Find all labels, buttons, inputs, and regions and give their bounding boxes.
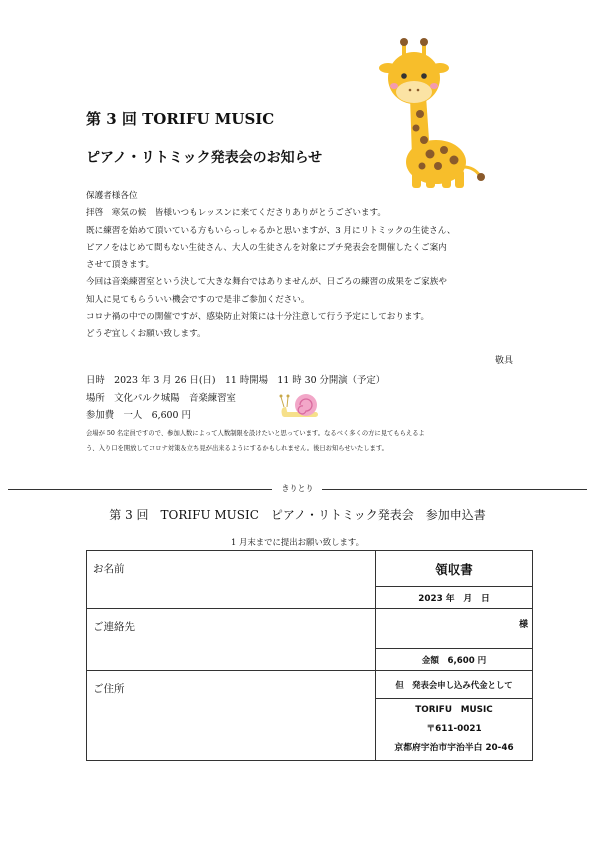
letter-line: 今回は音楽練習室という決して大きな舞台ではありませんが、日ごろの練習の成果をご家族や	[86, 277, 447, 288]
name-field[interactable]	[87, 551, 376, 609]
name-label: お名前	[93, 563, 125, 575]
letter-line: 保護者様各位	[86, 191, 138, 201]
issuer-address: 京都府宇治市宇治半白 20-46	[394, 743, 514, 753]
letter-line: 既に練習を始めて頂いている方もいらっしゃるかと思いますが、3 月にリトミックの生徒さん、	[86, 225, 456, 236]
receipt-amount: 金額 6,600 円	[376, 649, 533, 671]
receipt-recipient-sama: 様	[376, 609, 533, 649]
note-line: 会場が 50 名定員ですので、参加人数によって人数制限を設けたいと思っています。なるべく多くの方に見てもらえるよ	[86, 430, 425, 437]
receipt-purpose: 但 発表会申し込み代金として	[376, 671, 533, 699]
letter-line: どうぞ宜しくお願い致します。	[86, 329, 206, 340]
issuer-name: TORIFU MUSIC	[415, 705, 493, 715]
form-deadline: 1 月末までに提出お願い致します。	[231, 537, 364, 547]
receipt-heading: 領収書	[376, 551, 533, 587]
capacity-note	[86, 427, 526, 456]
contact-field[interactable]	[87, 609, 376, 671]
event-place: 場所 文化パルク城陽 音楽練習室	[86, 392, 236, 404]
event-fee: 参加費 一人 6,600 円	[86, 410, 191, 421]
announcement-title: 第 3 回 TORIFU MUSIC	[86, 110, 275, 128]
snail-illustration	[278, 387, 324, 419]
event-date: 日時 2023 年 3 月 26 日(日) 11 時開場 11 時 30 分開演（予定）	[86, 375, 386, 386]
announcement-subtitle: ピアノ・リトミック発表会のお知らせ	[86, 150, 323, 166]
receipt-date: 2023 年 月 日	[376, 587, 533, 609]
letter-line: 拝啓 寒気の候 皆様いつもレッスンに来てくださりありがとうございます。	[86, 208, 387, 219]
letter-line: コロナ禍の中での開催ですが、感染防止対策には十分注意して行う予定にしております。	[86, 312, 430, 323]
letter-closing: 敬具	[494, 356, 513, 366]
application-form	[86, 550, 533, 761]
letter-line: ピアノをはじめて間もない生徒さん、大人の生徒さんを対象にプチ発表会を開催したくご案内	[86, 242, 447, 253]
issuer-postal: 〒611-0021	[426, 724, 482, 734]
giraffe-illustration	[368, 36, 490, 192]
contact-label: ご連絡先	[93, 621, 135, 633]
form-title: 第 3 回 TORIFU MUSIC ピアノ・リトミック発表会 参加申込書	[109, 508, 486, 522]
cut-line	[0, 483, 595, 497]
letter-line: 知人に見てもらういい機会ですので是非ご参加ください。	[86, 294, 310, 305]
cut-label: きりとり	[281, 484, 314, 493]
cut-line-right	[322, 489, 587, 490]
receipt-issuer	[376, 699, 533, 761]
event-details	[86, 372, 385, 425]
address-field[interactable]	[87, 671, 376, 761]
address-label: ご住所	[93, 683, 125, 695]
letter-body	[86, 188, 522, 344]
letter-line: させて頂きます。	[86, 260, 155, 271]
note-line: う、入り口を開放してコロナ対策＆立ち見が出来るようにするかもしれません。後日お知らせいたします。	[86, 444, 388, 452]
